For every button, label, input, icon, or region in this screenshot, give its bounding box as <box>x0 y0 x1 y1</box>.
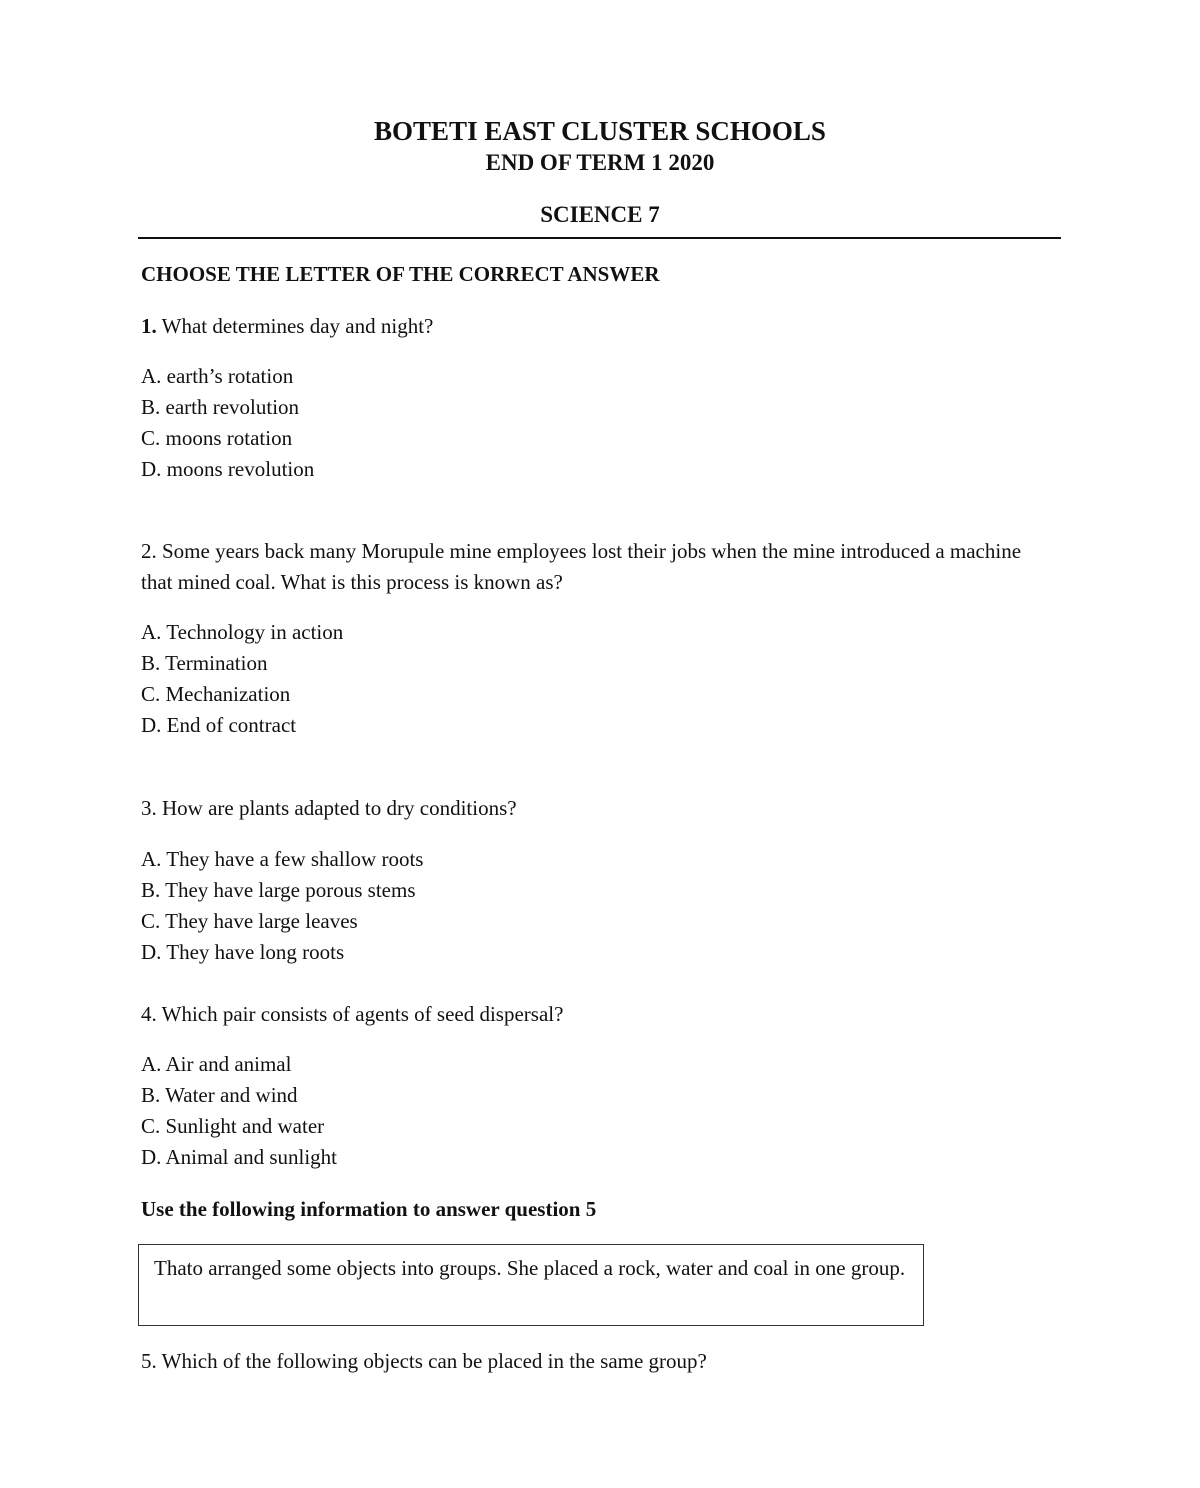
option: B. Termination <box>141 651 268 675</box>
option: C. moons rotation <box>141 426 293 450</box>
header-divider <box>138 237 1061 239</box>
option: A. Air and animal <box>141 1052 292 1076</box>
option: D. End of contract <box>141 713 297 737</box>
option: A. They have a few shallow roots <box>141 847 424 871</box>
option: C. They have large leaves <box>141 909 358 933</box>
question-text: Some years back many Morupule mine employees lost their jobs when the mine introduced a machine that mined coal. What is this process is known as? <box>141 539 1022 594</box>
option: A. earth’s rotation <box>141 364 294 388</box>
question-number: 4. <box>141 1002 157 1026</box>
question-4 <box>141 999 563 1030</box>
question-text: Which of the following objects can be placed in the same group? <box>161 1349 707 1373</box>
question-number: 2. <box>141 539 157 563</box>
question-number: 3. <box>141 796 157 820</box>
option: D. Animal and sunlight <box>141 1145 337 1169</box>
info-box: Thato arranged some objects into groups. She placed a rock, water and coal in one group. <box>138 1244 924 1326</box>
option: D. moons revolution <box>141 457 315 481</box>
info-heading: Use the following information to answer question 5 <box>141 1197 597 1221</box>
option: B. earth revolution <box>141 395 300 419</box>
question-3 <box>141 793 517 824</box>
term-title: END OF TERM 1 2020 <box>485 150 715 175</box>
question-text: Which pair consists of agents of seed dispersal? <box>161 1002 564 1026</box>
question-1 <box>141 311 433 342</box>
option: D. They have long roots <box>141 940 345 964</box>
question-5 <box>141 1346 707 1377</box>
option: B. Water and wind <box>141 1083 298 1107</box>
question-number: 1. <box>141 314 157 338</box>
option: A. Technology in action <box>141 620 344 644</box>
question-text: How are plants adapted to dry conditions? <box>162 796 517 820</box>
subject-title: SCIENCE 7 <box>540 202 660 227</box>
question-number: 5. <box>141 1349 157 1373</box>
option: C. Sunlight and water <box>141 1114 325 1138</box>
option: C. Mechanization <box>141 682 291 706</box>
question-text: What determines day and night? <box>161 314 434 338</box>
option: B. They have large porous stems <box>141 878 416 902</box>
instruction-heading: CHOOSE THE LETTER OF THE CORRECT ANSWER <box>141 262 660 286</box>
question-2 <box>141 536 1051 598</box>
school-title: BOTETI EAST CLUSTER SCHOOLS <box>374 116 826 146</box>
